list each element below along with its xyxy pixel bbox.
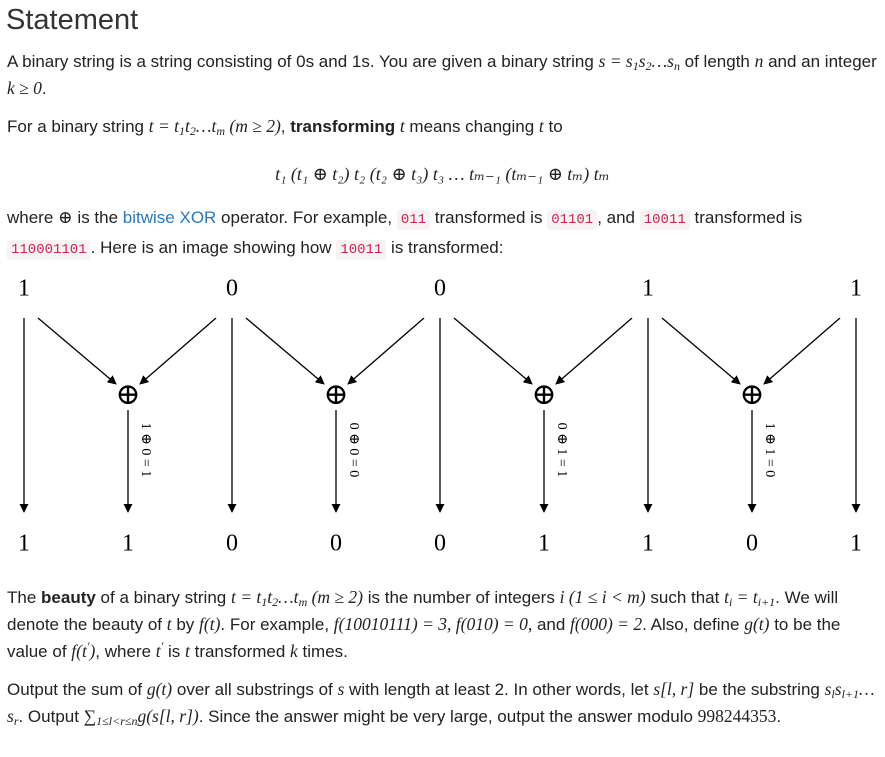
math-modulo: 998244353 bbox=[697, 706, 777, 726]
bold-term-beauty: beauty bbox=[41, 588, 96, 607]
text: . bbox=[41, 79, 47, 98]
math-s-definition: $s = s_1s_2\dots s_n$ bbox=[598, 51, 680, 73]
text: . Since the answer might be very large, output the answer modulo bbox=[198, 707, 698, 726]
math-t: t bbox=[185, 641, 190, 661]
text: , and bbox=[597, 208, 640, 227]
bottom-bit: 1 bbox=[18, 530, 30, 557]
math-substring-expansion: $s_ls_{l+1}\dots s_r$ bbox=[7, 679, 875, 728]
diagonal-arrow bbox=[662, 318, 740, 384]
math-f-example: f(000) = 2 bbox=[570, 614, 643, 634]
code-example: 10011 bbox=[640, 210, 690, 230]
text: is the number of integers bbox=[363, 588, 560, 607]
top-bit: 1 bbox=[642, 275, 654, 302]
xor-symbol: ⊕ bbox=[58, 207, 73, 227]
page-title: Statement bbox=[6, 4, 139, 36]
text: . Here is an image showing how bbox=[90, 238, 337, 257]
bottom-bit: 1 bbox=[850, 530, 862, 557]
text: to be the value of bbox=[7, 615, 841, 661]
text: . bbox=[776, 707, 782, 726]
math-f-prime: f(t′) bbox=[71, 639, 96, 661]
xor-result-label: 0 ⊕ 0 = 0 bbox=[345, 422, 361, 478]
text: such that bbox=[645, 588, 725, 607]
text: is the bbox=[72, 208, 123, 227]
diagonal-arrow bbox=[556, 318, 632, 384]
bottom-bit: 1 bbox=[538, 530, 550, 557]
math-g: g(t) bbox=[744, 614, 770, 634]
xor-node-icon: ⊕ bbox=[115, 377, 141, 411]
text: means changing bbox=[404, 117, 539, 136]
math-t: t bbox=[538, 116, 544, 136]
text: A binary string is a string consisting of 0s and 1s. You are given a binary string bbox=[7, 52, 599, 71]
text: with length at least 2. In other words, let bbox=[344, 680, 654, 699]
text: . For example, bbox=[220, 615, 334, 634]
xor-result-label: 1 ⊕ 1 = 0 bbox=[761, 422, 777, 478]
math-t: t bbox=[166, 614, 172, 634]
bold-term-transforming: transforming bbox=[290, 117, 396, 136]
text: . Also, define bbox=[642, 615, 745, 634]
text: Output the sum of bbox=[7, 680, 147, 699]
intro-paragraph bbox=[7, 48, 877, 102]
bottom-bit: 0 bbox=[330, 530, 342, 557]
output-paragraph bbox=[7, 676, 877, 730]
text: where bbox=[7, 208, 59, 227]
math-equality: $t_i = t_{i+1}$ bbox=[724, 587, 776, 609]
text: times. bbox=[297, 642, 348, 661]
top-bit: 0 bbox=[226, 275, 238, 302]
text: of a binary string bbox=[95, 588, 231, 607]
text: , bbox=[280, 117, 291, 136]
diagonal-arrow bbox=[140, 318, 216, 384]
xor-node-icon: ⊕ bbox=[323, 377, 349, 411]
text: by bbox=[171, 615, 200, 634]
text: be the substring bbox=[694, 680, 825, 699]
diagonal-arrow bbox=[454, 318, 532, 384]
code-example: 10011 bbox=[336, 240, 386, 260]
math-g: g(t) bbox=[146, 679, 173, 699]
xor-node-icon: ⊕ bbox=[531, 377, 557, 411]
math-t: t bbox=[399, 116, 405, 136]
text: is bbox=[163, 642, 185, 661]
text: and bbox=[532, 615, 571, 634]
diagonal-arrow bbox=[764, 318, 840, 384]
text: to bbox=[543, 117, 563, 136]
math-n: n bbox=[754, 51, 764, 71]
math-f: f(t) bbox=[199, 614, 221, 634]
display-formula: t₁ (t₁ ⊕ t₂) t₂ (t₂ ⊕ t₃) t₃ … tₘ₋₁ (tₘ₋₁ ⊕ tₘ) tₘ bbox=[275, 164, 610, 184]
code-example: 01101 bbox=[547, 210, 597, 230]
diagonal-arrow bbox=[246, 318, 324, 384]
beauty-paragraph bbox=[7, 584, 877, 665]
math-t-prime: t′ bbox=[155, 639, 164, 661]
diagonal-arrow bbox=[38, 318, 116, 384]
text: and an integer bbox=[763, 52, 877, 71]
xor-result-label: 1 ⊕ 0 = 1 bbox=[137, 422, 153, 478]
math-t-definition: $t = t_1t_2\dots t_m$ (m ≥ 2) bbox=[230, 587, 364, 609]
bitwise-xor-link[interactable]: bitwise XOR bbox=[122, 208, 217, 227]
text: of length bbox=[679, 52, 755, 71]
text: The bbox=[7, 588, 42, 607]
bottom-bit: 0 bbox=[434, 530, 446, 557]
transformation-diagram bbox=[0, 268, 885, 568]
text: . Output bbox=[18, 707, 84, 726]
math-f-examples: f(10010111) = 3, f(010) = 0, bbox=[333, 614, 533, 634]
bottom-bit: 0 bbox=[226, 530, 238, 557]
top-bit: 1 bbox=[18, 275, 30, 302]
transform-definition-paragraph bbox=[7, 113, 877, 140]
text: transformed bbox=[189, 642, 291, 661]
math-s: s bbox=[337, 679, 345, 699]
math-t-definition: $t = t_1t_2\dots t_m$ (m ≥ 2) bbox=[148, 116, 281, 138]
text: transformed is bbox=[689, 208, 803, 227]
math-k: k bbox=[290, 641, 298, 661]
diagonal-arrow bbox=[348, 318, 424, 384]
bottom-bit: 1 bbox=[122, 530, 134, 557]
xor-result-label: 0 ⊕ 1 = 1 bbox=[553, 422, 569, 478]
text: operator. For example, bbox=[216, 208, 397, 227]
math-sum: $\sum_{1\le l<r\le n}g(s[l$, r]) bbox=[83, 706, 199, 728]
code-example: 110001101 bbox=[7, 240, 91, 260]
top-bit: 0 bbox=[434, 275, 446, 302]
math-i-range: i (1 ≤ i < m) bbox=[559, 587, 646, 607]
math-substring: s[l, r] bbox=[653, 679, 695, 699]
xor-node-icon: ⊕ bbox=[739, 377, 765, 411]
math-k: k ≥ 0 bbox=[7, 78, 42, 98]
top-bit: 1 bbox=[850, 275, 862, 302]
text: For a binary string bbox=[7, 117, 149, 136]
example-paragraph bbox=[7, 203, 877, 264]
bottom-bit: 1 bbox=[642, 530, 654, 557]
text: is transformed: bbox=[386, 238, 504, 257]
text: . We will denote the beauty of bbox=[7, 588, 839, 634]
text: transformed is bbox=[430, 208, 548, 227]
code-example: 011 bbox=[397, 210, 430, 230]
bottom-bit: 0 bbox=[746, 530, 758, 557]
text: , where bbox=[95, 642, 156, 661]
text: over all substrings of bbox=[172, 680, 338, 699]
